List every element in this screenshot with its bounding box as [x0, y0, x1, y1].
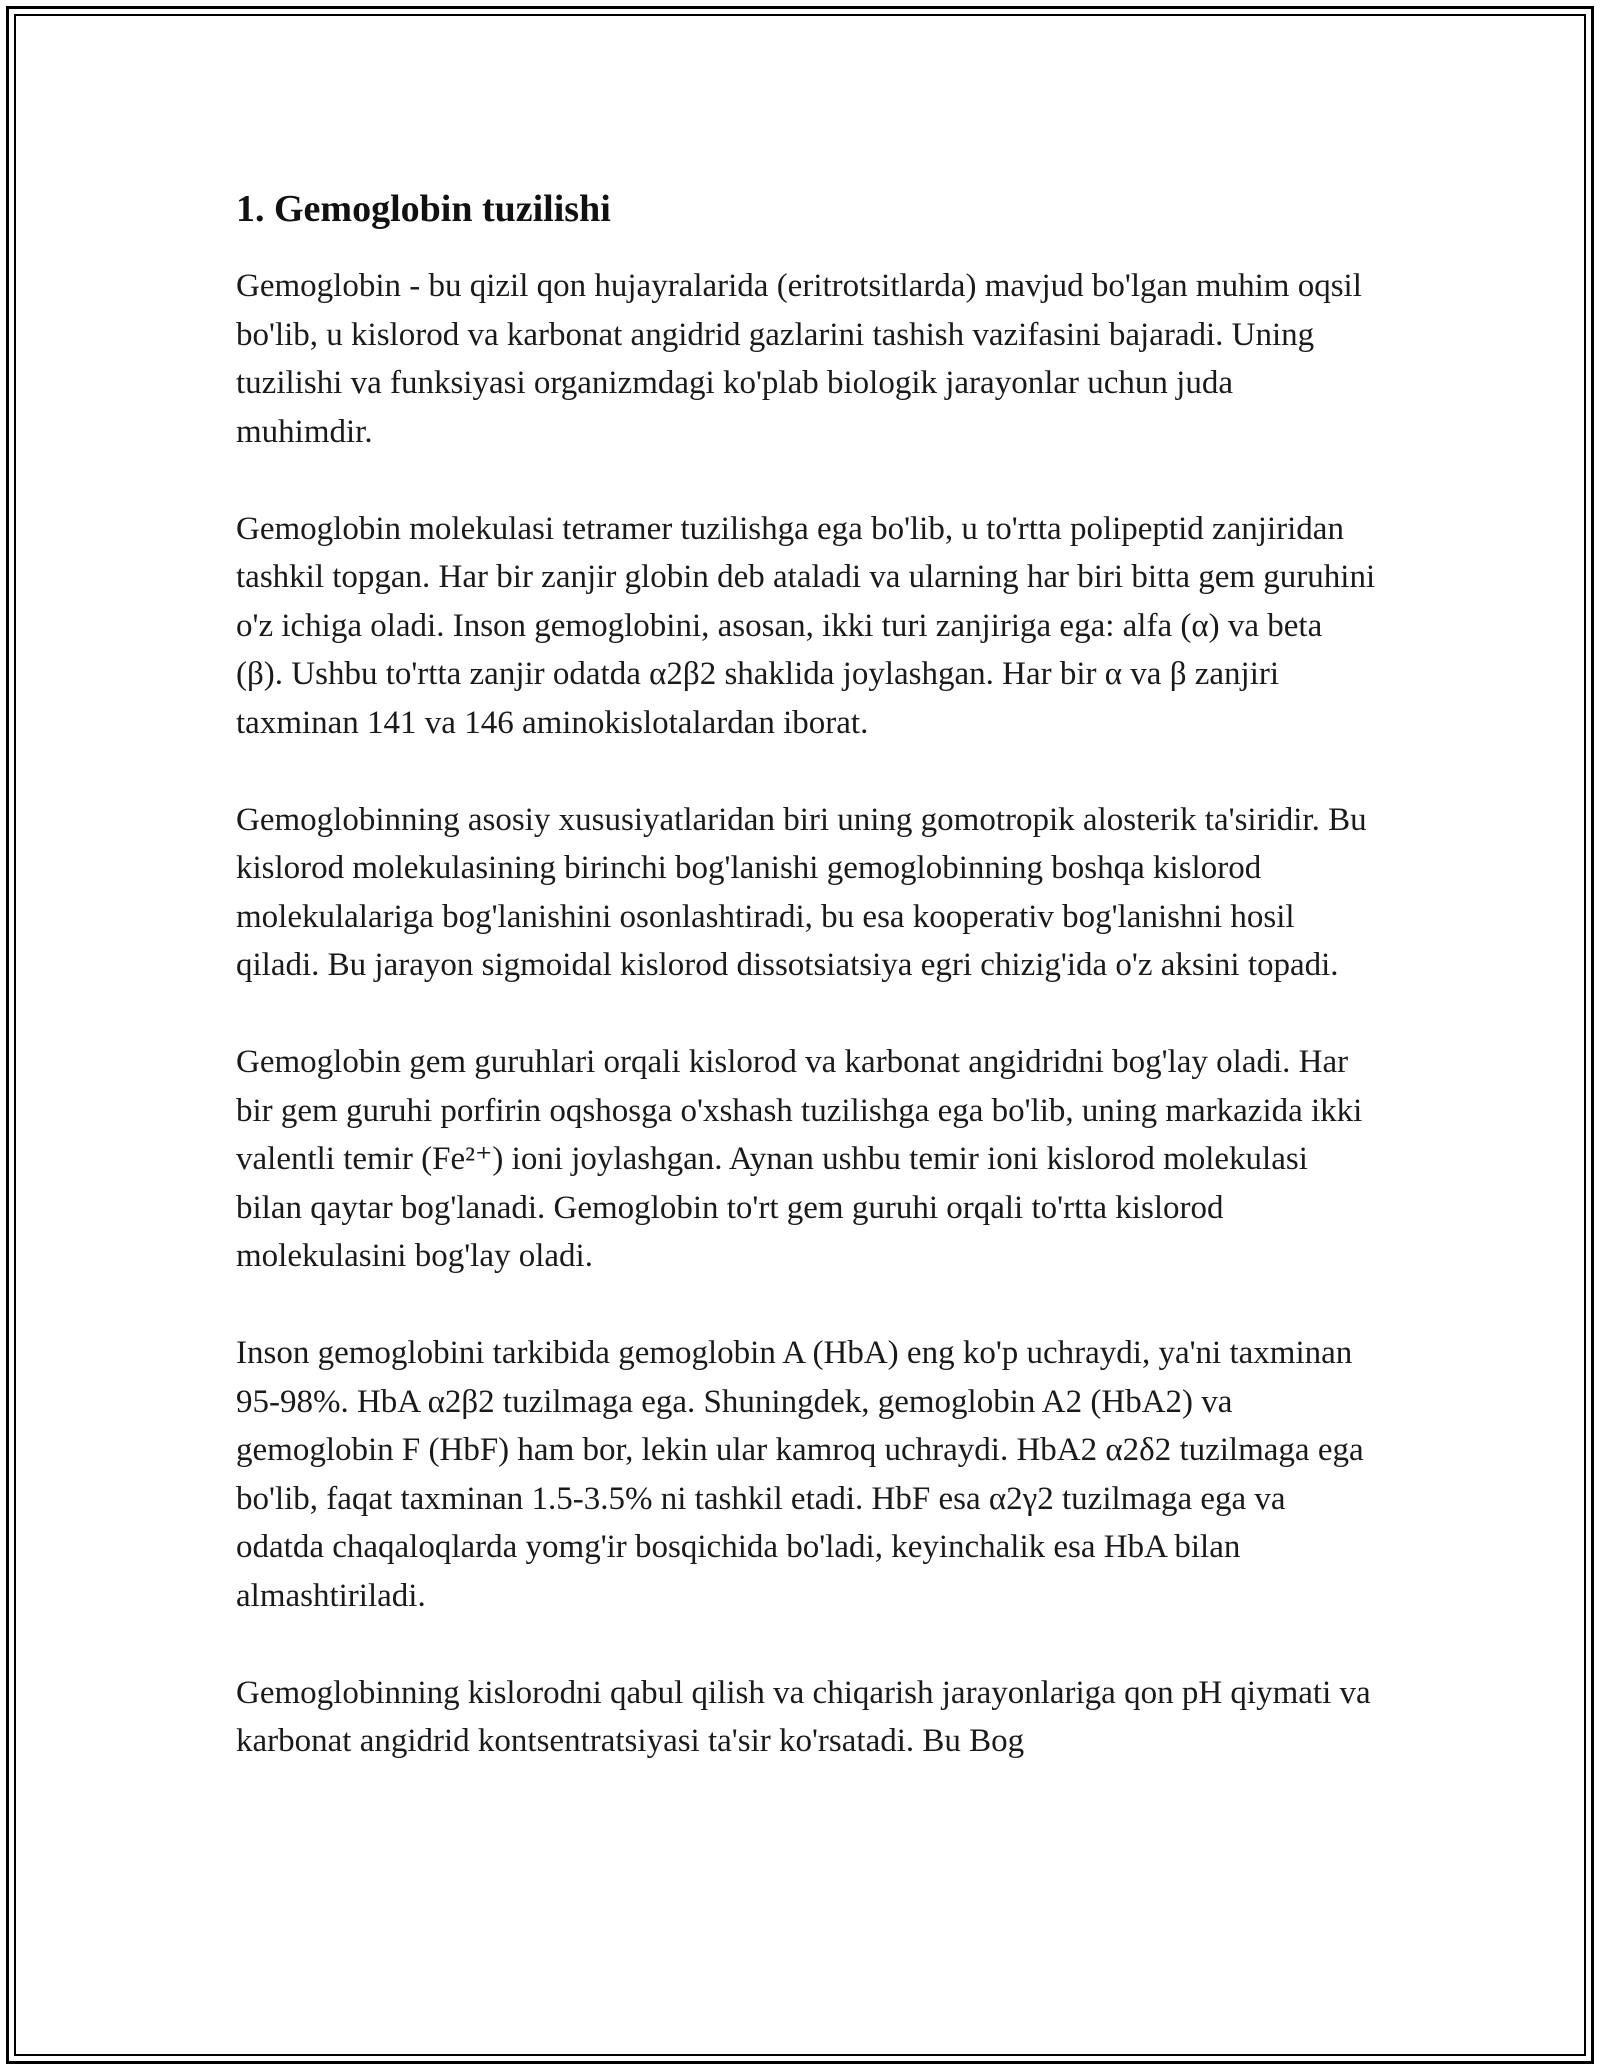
- paragraph-variants: Inson gemoglobini tarkibida gemoglobin A (HbA) eng ko'p uchraydi, ya'ni taxminan 95-98%. HbA α2β2 tuzilmaga ega. Shuningdek, gemoglobin A2 (HbA2) va gemoglobin F (HbF) ham bor, lekin ular kamroq uchraydi. HbA2 α2δ2 tuzilmaga ega bo'lib, faqat taxminan 1.5-3.5% ni tashkil etadi. HbF esa α2γ2 tuzilmaga ega va odatda chaqaloqlarda yomg'ir bosqichida bo'ladi, keyinchalik esa HbA bilan almashtiriladi.: [236, 1335, 1364, 1614]
- paragraph-ph: Gemoglobinning kislorodni qabul qilish va chiqarish jarayonlariga qon pH qiymati va karbonat angidrid kontsentratsiyasi ta'sir ko'rsatadi. Bu Bog: [236, 1674, 1371, 1759]
- paragraph-heme: Gemoglobin gem guruhlari orqali kislorod va karbonat angidridni bog'lay oladi. Har bir gem guruhi porfirin oqshosga o'xshash tuzilishga ega bo'lib, uning markazida ikki valentli temir (Fe²⁺) ioni joylashgan. Aynan ushbu temir ioni kislorod molekulasi bilan qaytar bog'lanadi. Gemoglobin to'rt gem guruhi orqali to'rtta kislorod molekulasini bog'lay oladi.: [236, 1044, 1363, 1274]
- paragraph-intro: Gemoglobin - bu qizil qon hujayralarida (eritrotsitlarda) mavjud bo'lgan muhim oqsil bo'lib, u kislorod va karbonat angidrid gazlarini tashish vazifasini bajaradi. Uning tuzilishi va funksiyasi organizmdagi ko'plab biologik jarayonlar uchun juda muhimdir.: [236, 268, 1362, 450]
- section-heading: 1. Gemoglobin tuzilishi: [236, 188, 611, 230]
- document-body: [236, 186, 1376, 1766]
- paragraph-structure: Gemoglobin molekulasi tetramer tuzilishga ega bo'lib, u to'rtta polipeptid zanjiridan tashkil topgan. Har bir zanjir globin deb ataladi va ularning har biri bitta gem guruhini o'z ichiga oladi. Inson gemoglobini, asosan, ikki turi zanjiriga ega: alfa (α) va beta (β). Ushbu to'rtta zanjir odatda α2β2 shaklida joylashgan. Har bir α va β zanjiri taxminan 141 va 146 aminokislotalardan iborat.: [236, 510, 1376, 741]
- paragraph-allosteric: Gemoglobinning asosiy xususiyatlaridan biri uning gomotropik alosterik ta'siridir. Bu kislorod molekulasining birinchi bog'lanishi gemoglobinning boshqa kislorod molekulalariga bog'lanishini osonlashtiradi, bu esa kooperativ bog'lanishni hosil qiladi. Bu jarayon sigmoidal kislorod dissotsiatsiya egri chizig'ida o'z aksini topadi.: [236, 801, 1367, 983]
